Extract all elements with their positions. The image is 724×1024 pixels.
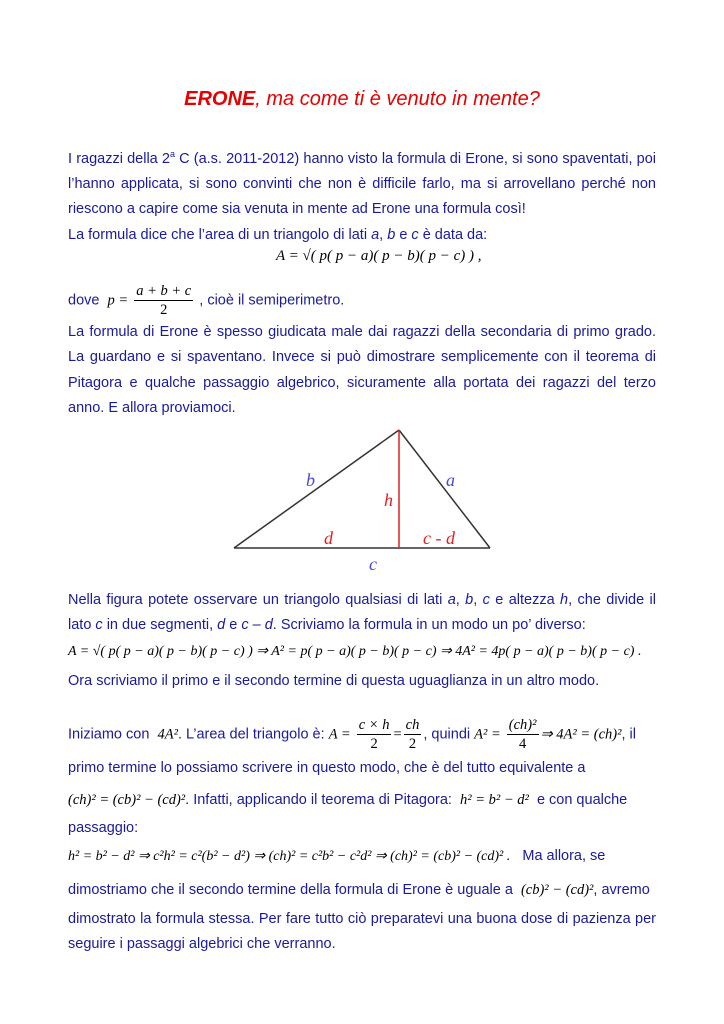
p3-h: h [560, 592, 569, 608]
area-frac-1 [357, 716, 392, 753]
l5-m2: A = [328, 726, 351, 743]
paragraph-11: dimostrato la formula stessa. Per fare tutto ciò preparatevi una buona dose di pazienza per seguire i passaggi algebrici che verranno. [68, 911, 656, 953]
f2-den: 2 [408, 736, 417, 752]
label-d: d [324, 528, 333, 548]
l5-b: . L’area del triangolo è: [177, 726, 325, 743]
dove-label: dove [68, 292, 100, 309]
p3-t4: in due segmenti, [102, 617, 218, 634]
page-title [0, 88, 724, 111]
l7-b: e con qualche [536, 792, 628, 808]
intro-paragraph [68, 142, 656, 248]
f1-den: 2 [370, 736, 378, 752]
l5-eq: = [393, 726, 402, 743]
paragraph-3 [68, 588, 656, 639]
p3-c2: c [95, 617, 103, 634]
l5-m4: ⇒ 4A² = (ch)² [540, 726, 622, 743]
sep: , [379, 226, 388, 243]
l7-a: . Infatti, applicando il teorema di Pitagora: [185, 792, 452, 808]
p3-t1: Nella figura potete osservare un triangolo qualsiasi di lati [68, 592, 448, 608]
p3-s1: , [455, 592, 466, 608]
p3-b: b [465, 592, 474, 608]
title-rest: , ma come ti è venuto in mente? [255, 88, 540, 110]
heron-formula: A = √( p( p − a)( p − b)( p − c) ) , [276, 248, 482, 264]
p3-s2: , [473, 592, 483, 608]
side-b: b [387, 226, 396, 243]
p3-t3: , che divide il lato [68, 592, 656, 634]
intro-line2: La formula dice che l’area di un triangolo di lati [68, 226, 372, 243]
paragraph-2: La formula di Erone è spesso giudicata male dai ragazzi della secondaria di primo grado. La guardano e si spaventano. Invece si può dimostrare semplicemente con il teorema di Pitagora e qualche passaggio algebrico, sicuramente alla portata dei ragazzi del terzo anno. E allora proviamoci. [68, 324, 656, 416]
f3-den: 4 [519, 736, 527, 752]
intro-text-a: I ragazzi della 2 [68, 150, 170, 167]
l5-m3: A² = [474, 726, 501, 743]
l5-a: Iniziamo con [68, 726, 150, 743]
label-a: a [446, 470, 455, 490]
formula-chain-1: A = √( p( p − a)( p − b)( p − c) ) ⇒ A² = p( p − a)( p − b)( p − c) ⇒ 4A² = 4p( p − a)( p − b)( p − c) . [68, 644, 642, 659]
l10-a: dimostriamo che il secondo termine della formula di Erone è uguale a [68, 882, 513, 898]
paragraph-4: Ora scriviamo il primo e il secondo termine di questa uguaglianza in un altro modo. [68, 673, 600, 689]
dove-tail: , cioè il semiperimetro. [199, 292, 345, 309]
p3-t6: . Scriviamo la formula in un modo un po’ diverso: [272, 617, 586, 634]
l10-b: , avremo [593, 882, 650, 898]
l7-m2: h² = b² − d² [460, 792, 529, 808]
label-c-minus-d: c - d [423, 528, 455, 548]
side-b-line [234, 430, 399, 548]
line-8: passaggio: [68, 820, 139, 836]
semiperimeter-line [68, 282, 344, 319]
p3-t2: e altezza [489, 592, 561, 608]
label-c: c [369, 554, 377, 574]
p3-d: d [217, 617, 226, 634]
l9-a: Ma allora, se [522, 848, 606, 864]
p3-cd: c – d [241, 617, 273, 634]
area-line [68, 716, 636, 753]
title-bold: ERONE [184, 88, 256, 110]
f1-num: c × h [358, 717, 390, 733]
l10-m: (cb)² − (cd)² [520, 882, 594, 898]
l5-m1: 4A² [157, 726, 178, 743]
area-frac-2 [404, 716, 422, 753]
l9-m: h² = b² − d² ⇒ c²h² = c²(b² − d²) ⇒ (ch)² = c²b² − c²d² ⇒ (ch)² = (cb)² − (cd)² . [68, 849, 511, 864]
area-frac-3 [507, 716, 539, 753]
frac-num: a + b + c [136, 283, 192, 299]
triangle-figure [226, 424, 496, 574]
f2-num: ch [405, 717, 420, 733]
l7-m1: (ch)² = (cb)² − (cd)² [68, 792, 186, 808]
line-10 [68, 882, 650, 899]
intro-line2-end: è data da: [418, 226, 488, 243]
side-a: a [371, 226, 380, 243]
p3-t5: e [225, 617, 242, 634]
semiperimeter-fraction [134, 282, 193, 319]
p3-c: c [482, 592, 490, 608]
label-h: h [384, 490, 393, 510]
f3-num: (ch)² [508, 717, 537, 733]
frac-den: 2 [160, 302, 168, 318]
intro-superscript: a [169, 149, 175, 159]
side-c: c [411, 226, 419, 243]
line-9 [68, 848, 605, 865]
intro-text-b: C (a.s. 2011-2012) hanno visto la formula di Erone, si sono spaventati, poi l’hanno applicata, si sono convinti che non è difficile farlo, ma si arrovellano perché non riescono a capire come sia venuta in mente ad Erone una formula così! [68, 150, 656, 218]
label-b: b [306, 470, 315, 490]
line-7 [68, 792, 627, 809]
sep: e [395, 226, 412, 243]
line-6: primo termine lo possiamo scrivere in questo modo, che è del tutto equivalente a [68, 760, 586, 776]
p-lhs: p = [107, 292, 129, 309]
l5-c: , quindi [423, 726, 471, 743]
p3-a: a [447, 592, 456, 608]
l5-d: , il [621, 726, 636, 743]
